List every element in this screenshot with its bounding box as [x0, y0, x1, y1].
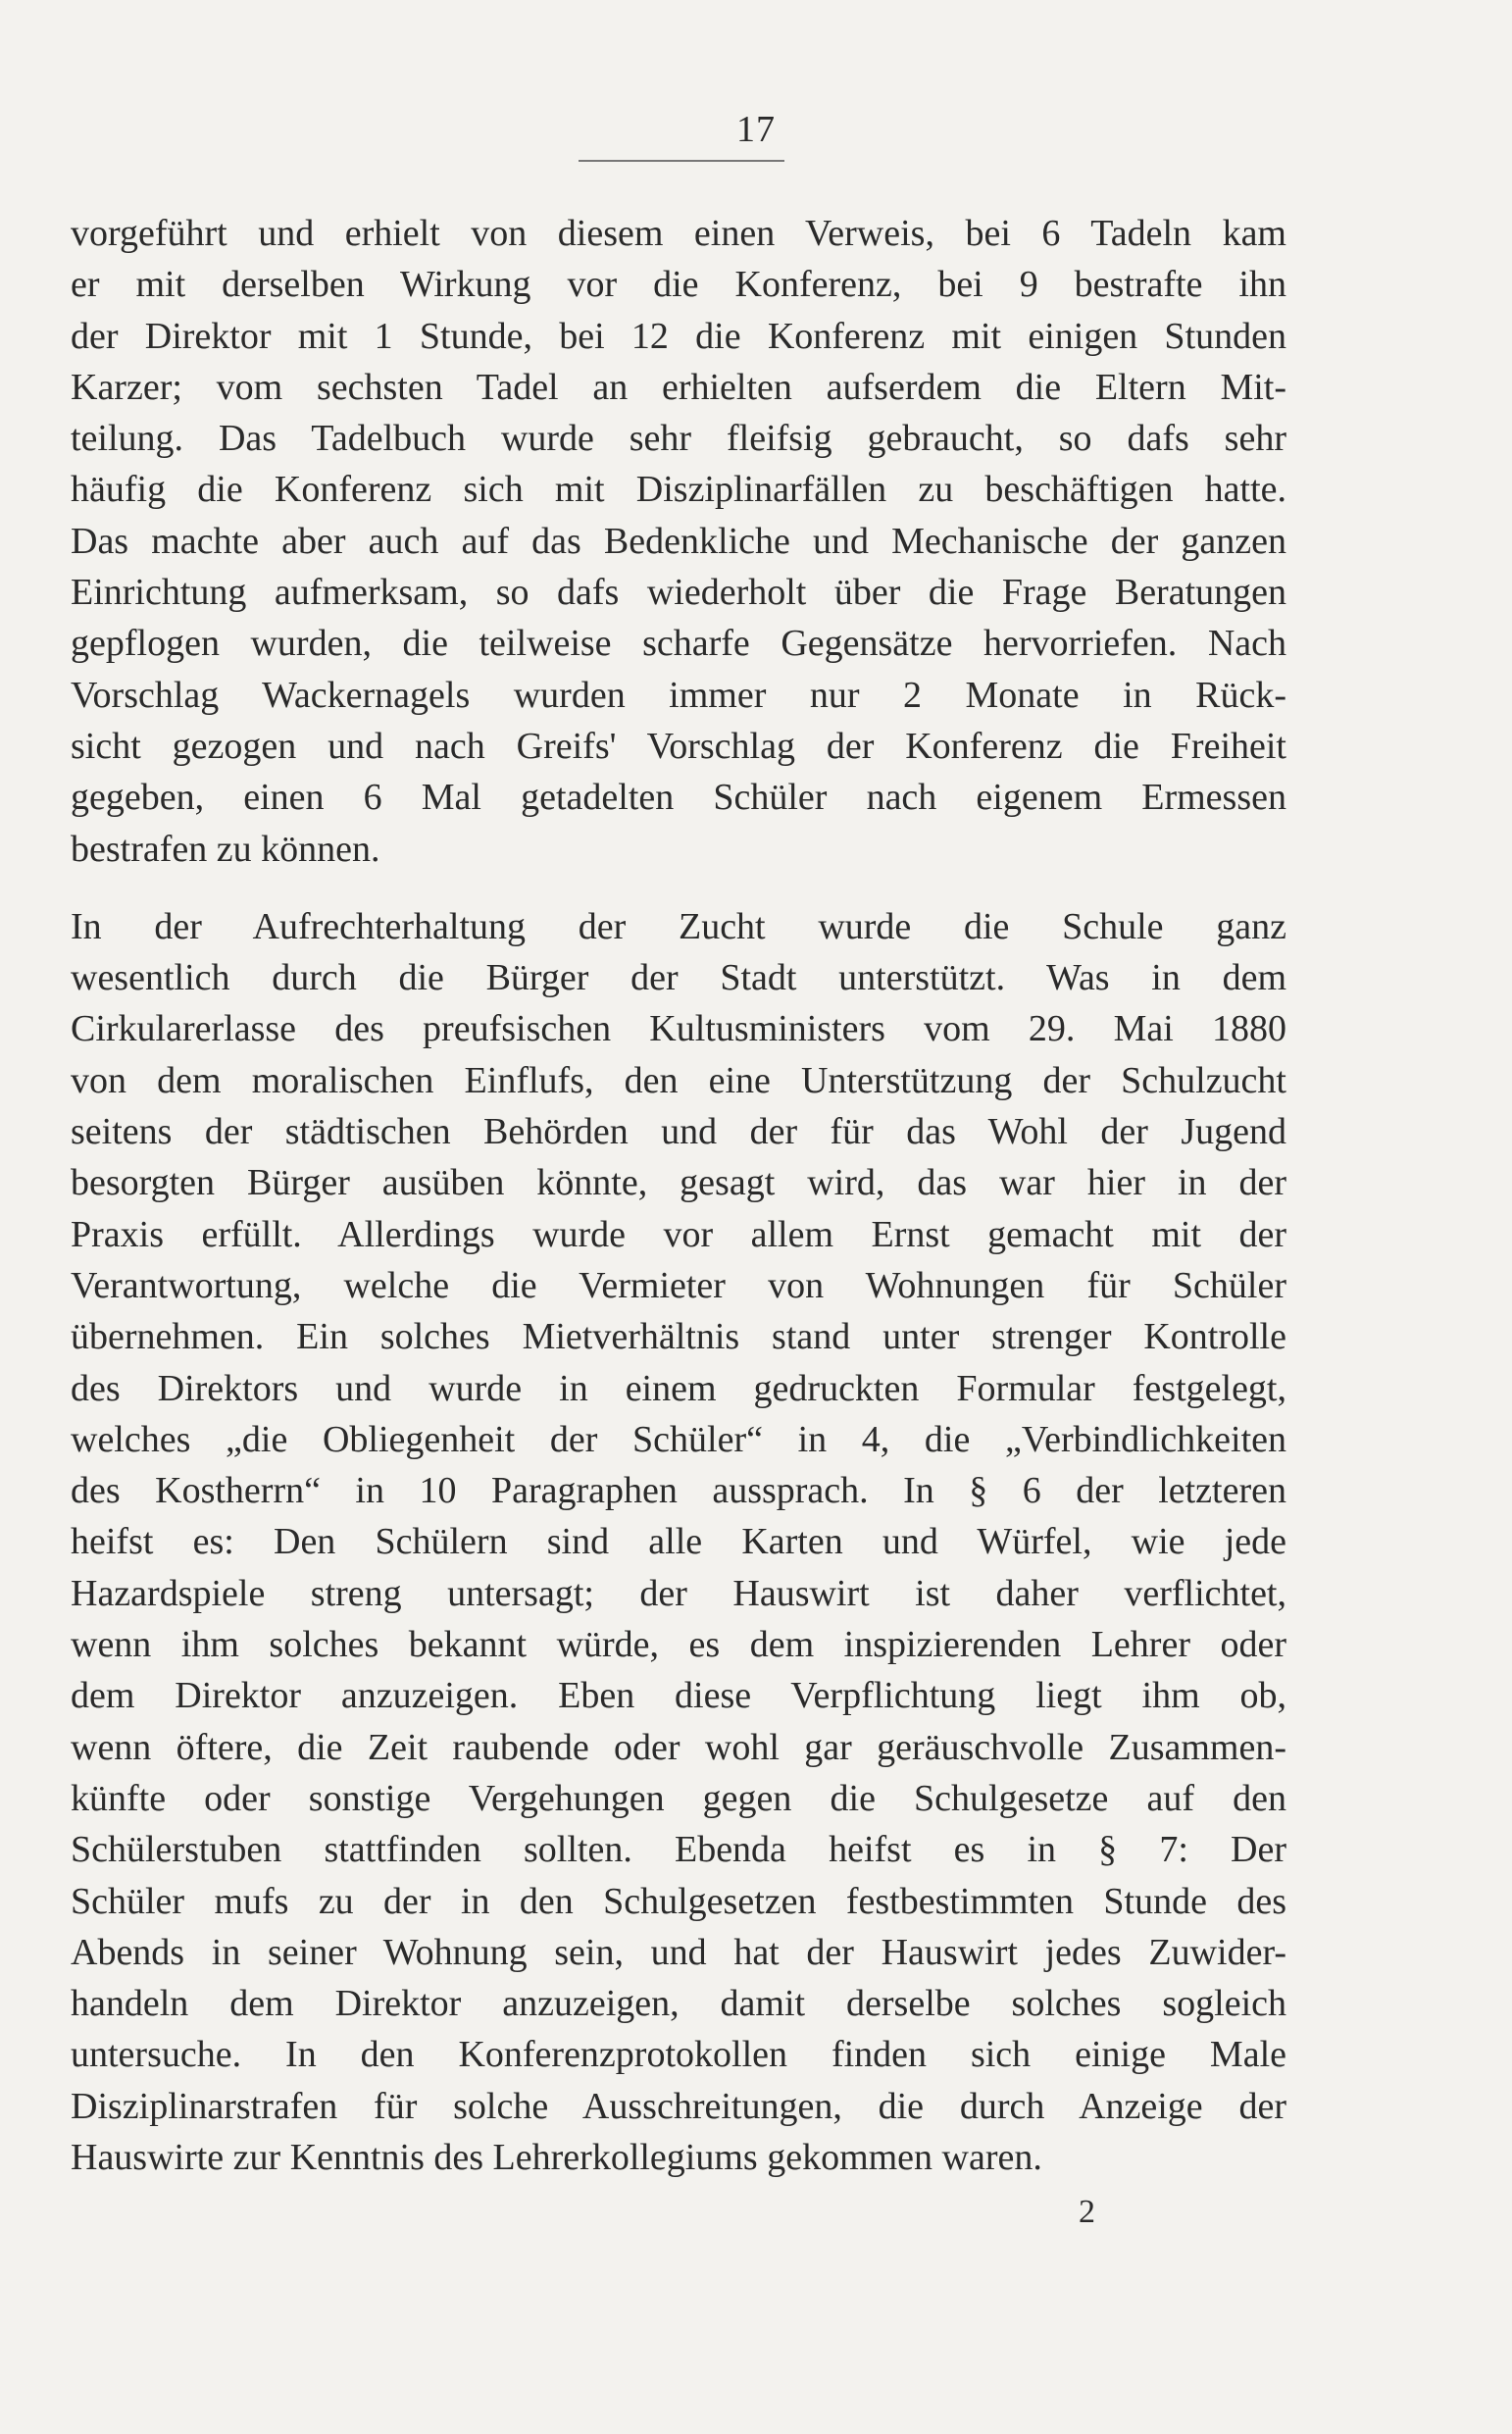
- text-line: welches „die Obliegenheit der Schüler“ in 4, die „Verbindlichkeiten: [71, 1418, 1286, 1460]
- text-line: des Direktors und wurde in einem gedruckten Formular festgelegt,: [71, 1367, 1286, 1409]
- text-line: von dem moralischen Einflufs, den eine Unterstützung der Schulzucht: [71, 1059, 1286, 1101]
- text-line: Vorschlag Wackernagels wurden immer nur 2 Monate in Rück-: [71, 674, 1286, 716]
- page-number: 17: [736, 109, 776, 150]
- text-line: der Direktor mit 1 Stunde, bei 12 die Konferenz mit einigen Stunden: [71, 315, 1286, 357]
- text-line: besorgten Bürger ausüben könnte, gesagt wird, das war hier in der: [71, 1162, 1286, 1204]
- text-line: Schülerstuben stattfinden sollten. Ebenda heifst es in § 7: Der: [71, 1829, 1286, 1871]
- text-line: seitens der städtischen Behörden und der für das Wohl der Jugend: [71, 1111, 1286, 1153]
- text-line: Einrichtung aufmerksam, so dafs wiederholt über die Frage Beratungen: [71, 572, 1286, 614]
- paragraph: [71, 208, 1286, 875]
- text-line: Hauswirte zur Kenntnis des Lehrerkollegiums gekommen waren.: [71, 2136, 1042, 2178]
- text-line: wenn öftere, die Zeit raubende oder wohl gar geräuschvolle Zusammen-: [71, 1726, 1286, 1768]
- text-line: teilung. Das Tadelbuch wurde sehr fleifsig gebraucht, so dafs sehr: [71, 418, 1286, 460]
- text-line: Das machte aber auch auf das Bedenkliche und Mechanische der ganzen: [71, 520, 1286, 562]
- paragraph: [71, 901, 1286, 2183]
- text-line: Hazardspiele streng untersagt; der Hauswirt ist daher verflichtet,: [71, 1572, 1286, 1614]
- paragraph-gap: [71, 875, 1286, 901]
- text-line: Disziplinarstrafen für solche Ausschreitungen, die durch Anzeige der: [71, 2085, 1286, 2127]
- text-line: Karzer; vom sechsten Tadel an erhielten aufserdem die Eltern Mit-: [71, 366, 1286, 408]
- text-line: häufig die Konferenz sich mit Disziplinarfällen zu beschäftigen hatte.: [71, 469, 1286, 511]
- text-line: handeln dem Direktor anzuzeigen, damit derselbe solches sogleich: [71, 1983, 1286, 2025]
- text-line: sicht gezogen und nach Greifs' Vorschlag der Konferenz die Freiheit: [71, 725, 1286, 767]
- text-line: Schüler mufs zu der in den Schulgesetzen festbestimmten Stunde des: [71, 1880, 1286, 1922]
- signature-mark: 2: [1079, 2194, 1095, 2230]
- header-rule: [579, 160, 784, 162]
- text-line: er mit derselben Wirkung vor die Konferenz, bei 9 bestrafte ihn: [71, 264, 1286, 306]
- text-line: Cirkularerlasse des preufsischen Kultusministers vom 29. Mai 1880: [71, 1008, 1286, 1050]
- text-line: bestrafen zu können.: [71, 828, 380, 870]
- text-line: gepflogen wurden, die teilweise scharfe Gegensätze hervorriefen. Nach: [71, 623, 1286, 665]
- text-line: vorgeführt und erhielt von diesem einen Verweis, bei 6 Tadeln kam: [71, 213, 1286, 254]
- text-line: In der Aufrechterhaltung der Zucht wurde die Schule ganz: [71, 905, 1286, 947]
- text-line: Praxis erfüllt. Allerdings wurde vor allem Ernst gemacht mit der: [71, 1213, 1286, 1255]
- text-line: Verantwortung, welche die Vermieter von Wohnungen für Schüler: [71, 1264, 1286, 1306]
- text-line: dem Direktor anzuzeigen. Eben diese Verpflichtung liegt ihm ob,: [71, 1675, 1286, 1717]
- text-line: untersuche. In den Konferenzprotokollen finden sich einige Male: [71, 2034, 1286, 2076]
- text-line: wenn ihm solches bekannt würde, es dem inspizierenden Lehrer oder: [71, 1624, 1286, 1666]
- body-text: [71, 208, 1286, 2183]
- text-line: übernehmen. Ein solches Mietverhältnis stand unter strenger Kontrolle: [71, 1316, 1286, 1358]
- text-line: heifst es: Den Schülern sind alle Karten und Würfel, wie jede: [71, 1521, 1286, 1563]
- text-line: künfte oder sonstige Vergehungen gegen die Schulgesetze auf den: [71, 1777, 1286, 1819]
- text-line: wesentlich durch die Bürger der Stadt unterstützt. Was in dem: [71, 957, 1286, 999]
- text-line: gegeben, einen 6 Mal getadelten Schüler nach eigenem Ermessen: [71, 777, 1286, 819]
- text-line: des Kostherrn“ in 10 Paragraphen aussprach. In § 6 der letzteren: [71, 1470, 1286, 1512]
- text-line: Abends in seiner Wohnung sein, und hat der Hauswirt jedes Zuwider-: [71, 1931, 1286, 1973]
